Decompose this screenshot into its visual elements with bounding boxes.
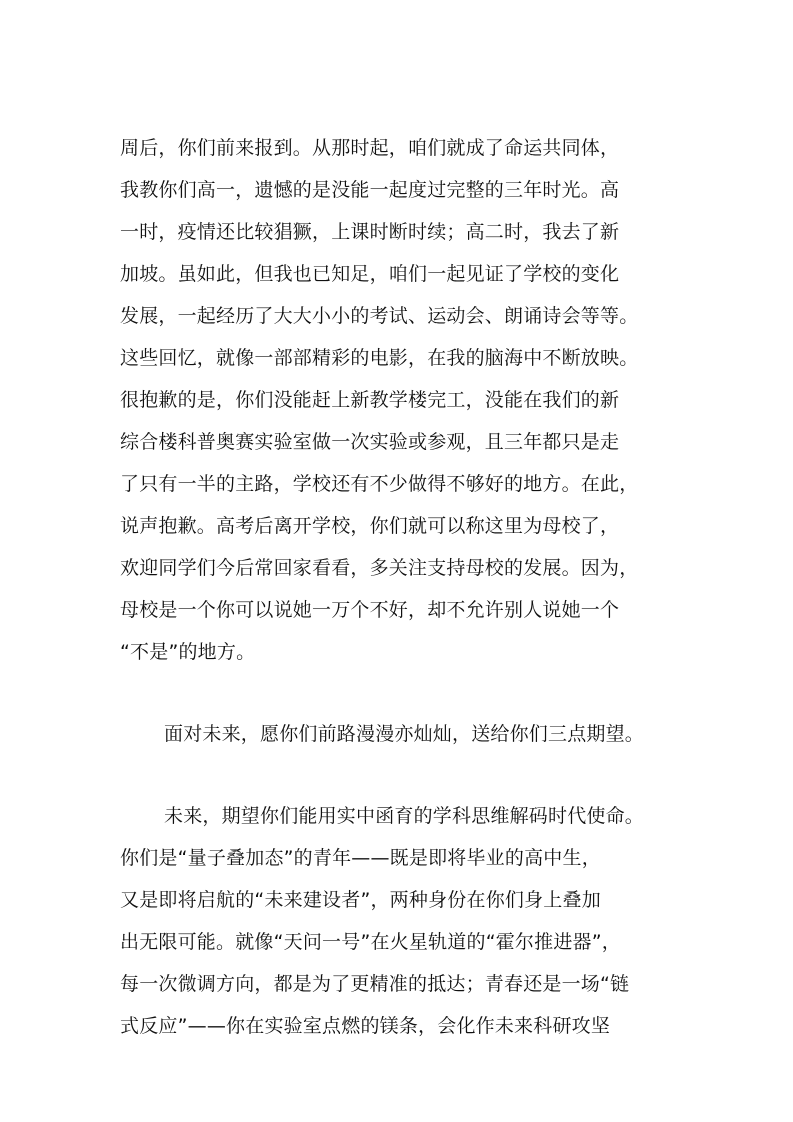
paragraph-first-line: 未来，期望你们能用实中函育的学科思维解码时代使命。 <box>164 805 645 827</box>
text-line: 加坡。虽如此，但我也已知足，咱们一起见证了学校的变化 <box>120 263 620 285</box>
text-line: 式反应”——你在实验室点燃的镁条，会化作未来科研攻坚 <box>120 1015 611 1037</box>
text-line: 我教你们高一，遗憾的是没能一起度过完整的三年时光。高 <box>120 179 620 201</box>
text-line: 周后，你们前来报到。从那时起，咱们就成了命运共同体， <box>120 137 620 159</box>
text-line: 综合楼科普奥赛实验室做一次实验或参观，且三年都只是走 <box>120 431 620 453</box>
text-line: 一时，疫情还比较猖獗，上课时断时续；高二时，我去了新 <box>120 221 620 243</box>
text-line: 很抱歉的是，你们没能赶上新教学楼完工，没能在我们的新 <box>120 389 620 411</box>
text-line: 了只有一半的主路，学校还有不少做得不够好的地方。在此， <box>120 473 639 495</box>
text-line: 你们是“量子叠加态”的青年——既是即将毕业的高中生， <box>120 847 601 869</box>
text-line: 说声抱歉。高考后离开学校，你们就可以称这里为母校了， <box>120 515 620 537</box>
text-line: 母校是一个你可以说她一万个不好，却不允许别人说她一个 <box>120 599 620 621</box>
text-line: 又是即将启航的“未来建设者”，两种身份在你们身上叠加 <box>120 889 601 911</box>
paragraph-first-line: 面对未来，愿你们前路漫漫亦灿灿，送给你们三点期望。 <box>164 723 645 745</box>
text-line: 发展，一起经历了大大小小的考试、运动会、朗诵诗会等等。 <box>120 305 639 327</box>
text-line: 出无限可能。就像“天问一号”在火星轨道的“霍尔推进器”， <box>120 931 621 953</box>
text-line: 这些回忆，就像一部部精彩的电影，在我的脑海中不断放映。 <box>120 347 639 369</box>
text-line: 欢迎同学们今后常回家看看，多关注支持母校的发展。因为， <box>120 557 639 579</box>
text-line: “不是”的地方。 <box>120 641 256 663</box>
text-line: 每一次微调方向，都是为了更精准的抵达；青春还是一场“链 <box>120 973 630 995</box>
